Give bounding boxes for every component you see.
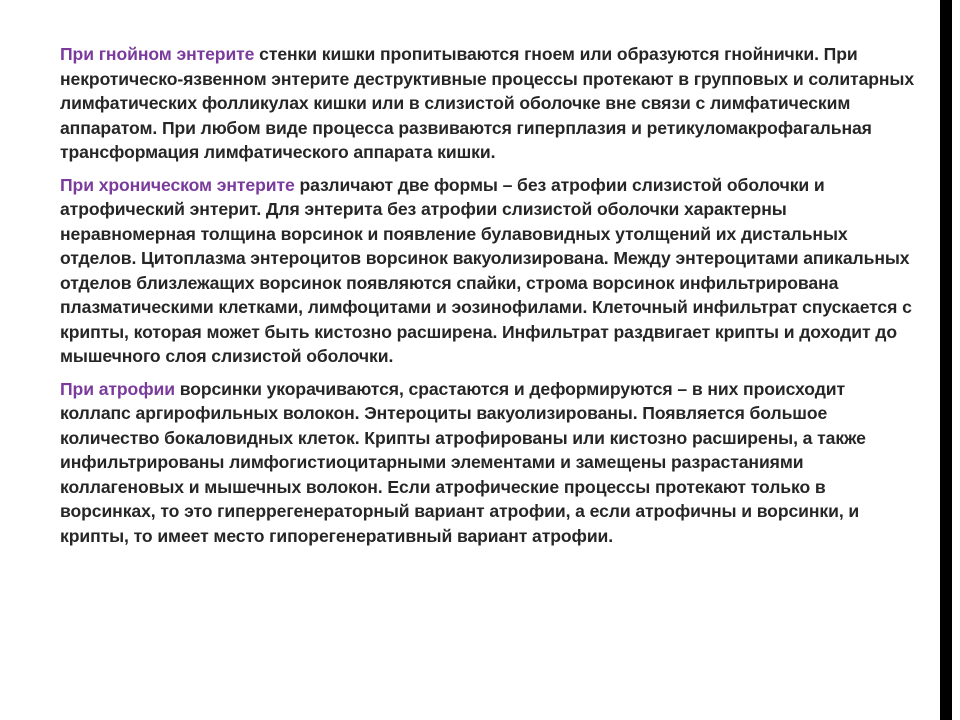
- paragraph-atrophy: [60, 377, 920, 549]
- paragraph-text: ворсинки укорачиваются, срастаются и деформируются – в них происходит коллапс аргирофильных волокон. Энтероциты вакуолизированы. Появляется большое количество бокаловидных клеток. Крипты атрофированы или кистозно расширены, а также инфильтрированы лимфогистиоцитарными элементами и замещены разрастаниями коллагеновых и мышечных волокон. Если атрофические процессы протекают только в ворсинках, то это гиперрегенераторный вариант атрофии, а если атрофичны и ворсинки, и крипты, то имеет место гипорегенеративный вариант атрофии.: [60, 378, 866, 546]
- paragraph-lead: При хроническом энтерите: [60, 174, 295, 195]
- paragraph-lead: При атрофии: [60, 378, 175, 399]
- slide-body: [60, 42, 920, 556]
- paragraph-text: стенки кишки пропитываются гноем или образуются гнойнички. При некротическо-язвенном энтерите деструктивные процессы протекают в групповых и солитарных лимфатических фолликулах кишки или в слизистой оболочке вне связи с лимфатическим аппаратом. При любом виде процесса развиваются гиперплазия и ретикуломакрофагальная трансформация лимфатического аппарата кишки.: [60, 44, 915, 162]
- paragraph-lead: При гнойном энтерите: [60, 44, 255, 64]
- paragraph-chronic-enteritis: [60, 173, 920, 369]
- right-accent-bar: [940, 0, 952, 720]
- paragraph-text: различают две формы – без атрофии слизистой оболочки и атрофический энтерит. Для энтерита без атрофии слизистой оболочки характерны неравномерная толщина ворсинок и появление булавовидных утолщений их дистальных отделов. Цитоплазма энтероцитов ворсинок вакуолизирована. Между энтероцитами апикальных отделов близлежащих ворсинок появляются спайки, строма ворсинок инфильтрирована плазматическими клетками, лимфоцитами и эозинофилами. Клеточный инфильтрат спускается с крипты, которая может быть кистозно расширена. Инфильтрат раздвигает крипты и доходит до мышечного слоя слизистой оболочки.: [60, 174, 912, 366]
- paragraph-purulent-enteritis: [60, 42, 920, 165]
